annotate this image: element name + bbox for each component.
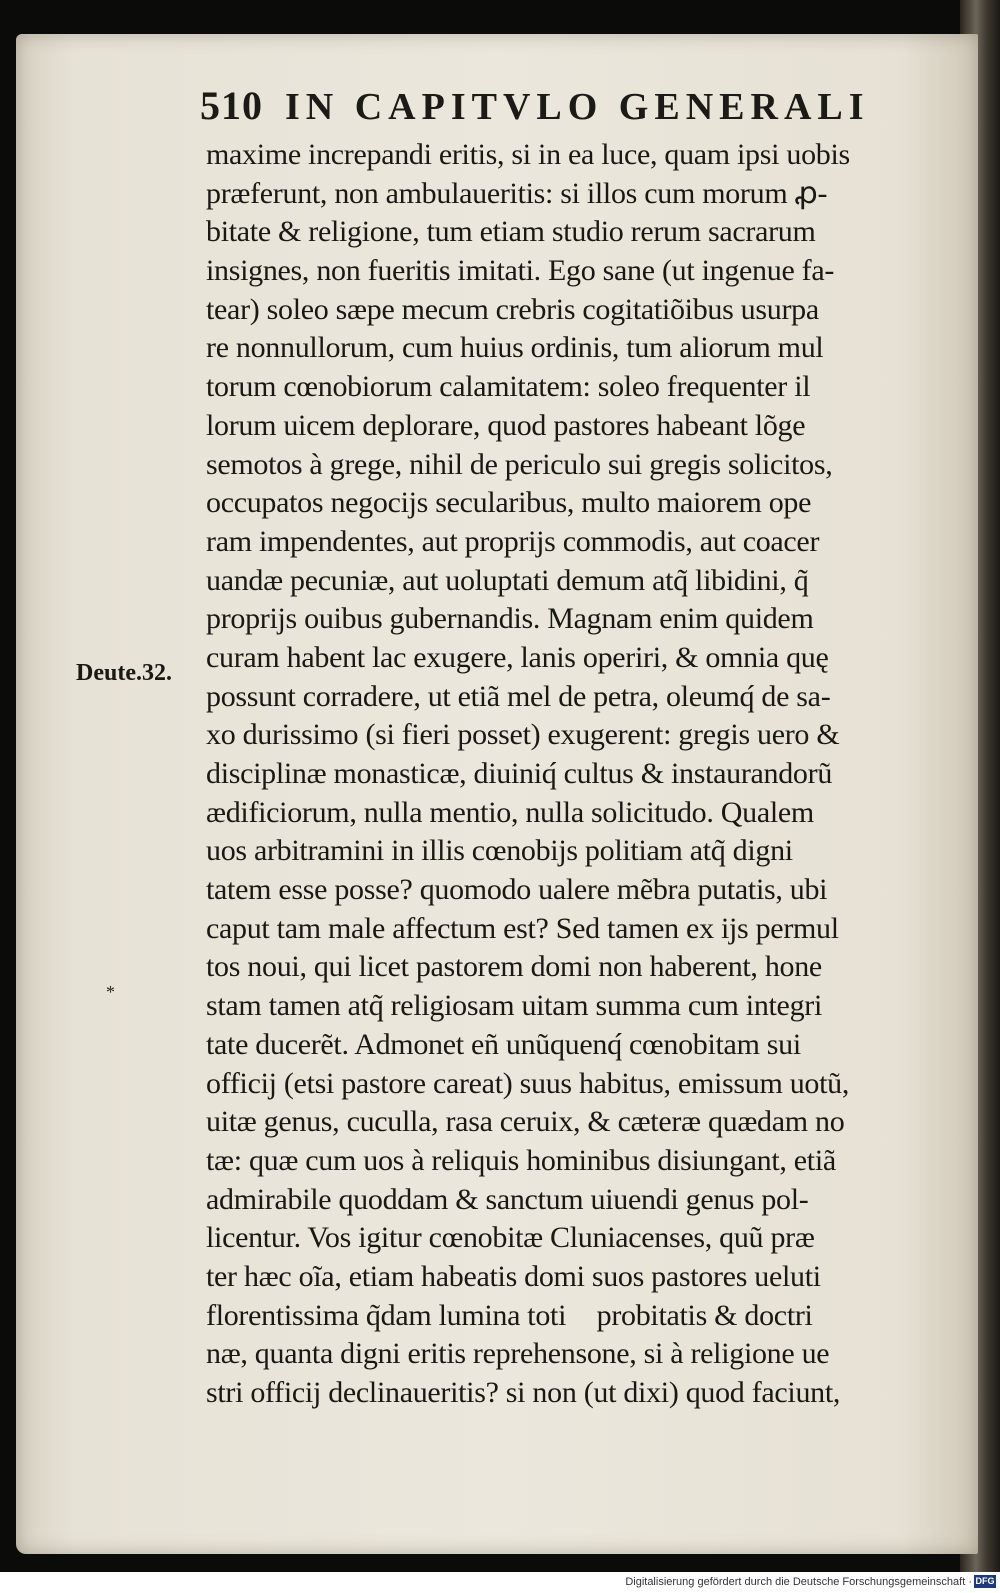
- text-line: maxime increpandi eritis, si in ea luce, quam ipsi uobis: [206, 138, 850, 171]
- text-line: possunt corradere, ut etiã mel de petra, oleumq́ de sa-: [206, 679, 831, 713]
- text-line: licentur. Vos igitur cœnobitæ Cluniacenses, quũ præ: [206, 1221, 815, 1255]
- text-line: ter hæc oĩa, etiam habeatis domi suos pastores ueluti: [206, 1259, 821, 1293]
- body-text: [206, 136, 926, 1413]
- text-line: occupatos negocijs secularibus, multo maiorem ope: [206, 486, 812, 520]
- text-line: admirabile quoddam & sanctum uiuendi genus pol-: [206, 1182, 809, 1216]
- text-line: tos noui, qui licet pastorem domi non haberent, hone: [206, 950, 822, 984]
- text-line: præferunt, non ambulaueritis: si illos cum morum ꝓ-: [206, 176, 828, 210]
- page-header: [200, 82, 900, 134]
- text-line: tæ: quæ cum uos à reliquis hominibus disiungant, etiã: [206, 1143, 836, 1177]
- text-line: disciplinæ monasticæ, diuiniq́ cultus & instaurandorũ: [206, 757, 833, 790]
- text-line: xo durissimo (si fieri posset) exugerent: gregis uero &: [206, 718, 840, 752]
- text-line: stam tamen atq̃ religiosam uitam summa cum integri: [206, 989, 822, 1023]
- text-line: stri officij declinaueritis? si non (ut dixi) quod faciunt,: [206, 1376, 841, 1409]
- text-line: tatem esse posse? quomodo ualere mẽbra putatis, ubi: [206, 873, 828, 907]
- text-line: ædificiorum, nulla mentio, nulla solicitudo. Qualem: [206, 795, 814, 829]
- text-line: næ, quanta digni eritis reprehensone, si à religione ue: [206, 1337, 830, 1371]
- page-number: 510: [200, 83, 263, 128]
- text-line: uos arbitramini in illis cœnobijs politiam atq̃ digni: [206, 834, 793, 868]
- text-line: semotos à grege, nihil de periculo sui gregis solicitos,: [206, 447, 833, 481]
- text-line: tate ducerẽt. Admonet eñ unũquenq́ cœnobitam sui: [206, 1027, 801, 1061]
- text-line: proprijs ouibus gubernandis. Magnam enim quidem: [206, 602, 814, 636]
- running-head: IN CAPITVLO GENERALI: [285, 86, 870, 128]
- text-line: uitæ genus, cuculla, rasa ceruix, & cæteræ quædam no: [206, 1105, 845, 1139]
- text-line: bitate & religione, tum etiam studio rerum sacrarum: [206, 215, 816, 249]
- text-line: caput tam male affectum est? Sed tamen ex ijs permul: [206, 911, 839, 945]
- text-line: re nonnullorum, cum huius ordinis, tum aliorum mul: [206, 331, 824, 365]
- text-line: florentissima q̃dam lumina toti᷑ probitatis & doctri: [206, 1298, 813, 1332]
- text-line: lorum uicem deplorare, quod pastores habeant lõge: [206, 408, 806, 442]
- text-line: torum cœnobiorum calamitatem: soleo frequenter il: [206, 370, 811, 404]
- text-line: tear) soleo sæpe mecum crebris cogitatiõibus usurpa: [206, 292, 819, 326]
- funding-credit: Digitalisierung gefördert durch die Deutsche Forschungsgemeinschaft ·: [625, 1576, 972, 1588]
- marginal-mark: *: [106, 982, 115, 1002]
- text-line: insignes, non fueritis imitati. Ego sane (ut ingenue fa-: [206, 254, 835, 288]
- text-line: curam habent lac exugere, lanis operiri, & omnia quę: [206, 640, 829, 674]
- dfg-logo: DFG: [975, 1576, 995, 1586]
- text-line: officij (etsi pastore careat) suus habitus, emissum uotũ,: [206, 1066, 850, 1100]
- text-line: uandæ pecuniæ, aut uoluptati demum atq̃ libidini, q̃: [206, 563, 809, 597]
- text-line: ram impendentes, aut proprijs commodis, aut coacer: [206, 524, 820, 558]
- marginal-reference: Deute.32.: [76, 660, 172, 686]
